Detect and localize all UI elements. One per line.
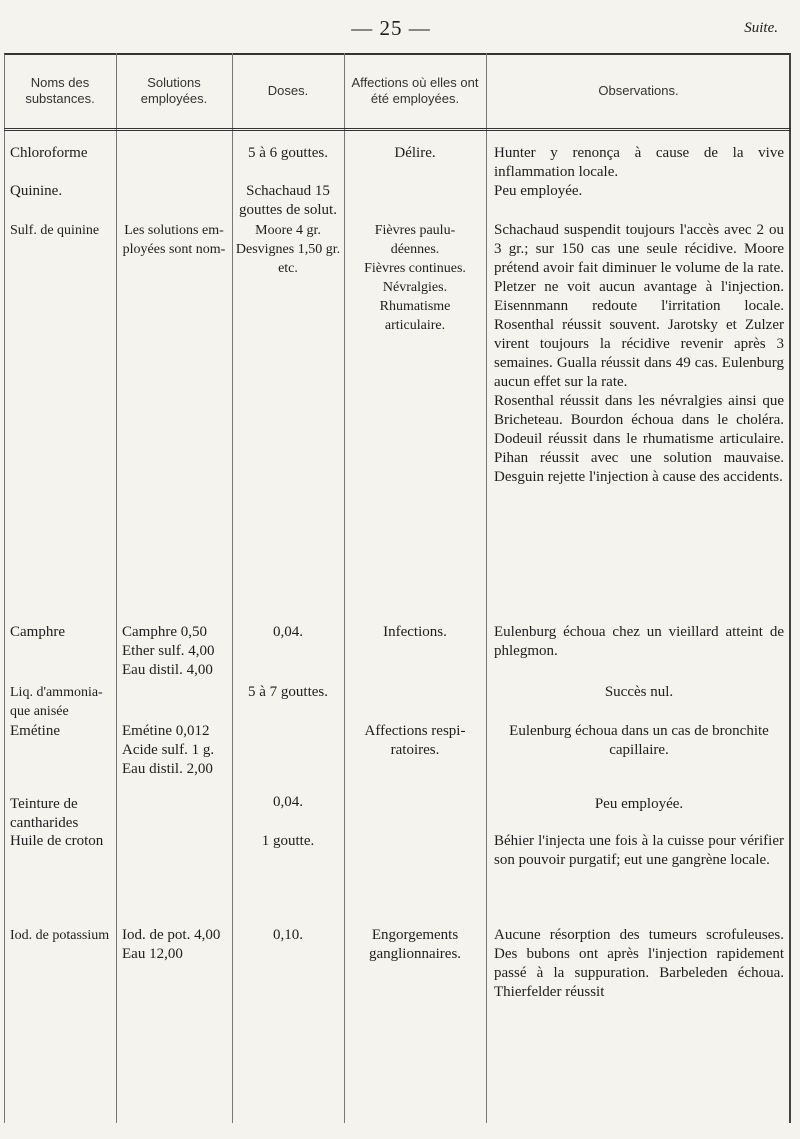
continuation-label: Suite. — [744, 20, 778, 36]
row1-observation: Hunter y renonça à cause de la vive inflammation locale. — [494, 145, 784, 180]
row3-solution: Les solutions em- ployées sont nom- — [122, 223, 226, 257]
row7-dose: 0,04. — [273, 794, 303, 810]
row7-substance: Teinture de cantharides — [10, 796, 79, 831]
row4-affection: Infections. — [383, 624, 447, 640]
row1-affection: Délire. — [394, 145, 436, 161]
row9-solution: Iod. de pot. 4,00 Eau 12,00 — [122, 927, 221, 962]
row4-substance: Camphre — [10, 624, 65, 640]
row3-substance: Sulf. de quinine — [10, 223, 100, 238]
row8-substance: Huile de croton — [10, 833, 104, 849]
row6-solution: Emétine 0,012 Acide sulf. 1 g. Eau distil. 2,00 — [122, 723, 215, 777]
row4-solution: Camphre 0,50 Ether sulf. 4,00 Eau distil. 4,00 — [122, 624, 215, 678]
row9-observation: Aucune résorption des tumeurs scrofuleuses. Des bubons ont après l'injection rapidement passé à la suppuration. Barbeleden échoua. Thierfelder réussit — [494, 927, 784, 1000]
header-solutions: Solutions employées. — [140, 74, 208, 106]
row5-substance: Liq. d'ammonia- que anisée — [10, 685, 103, 719]
row1-dose: 5 à 6 gouttes. — [248, 145, 328, 161]
header-rule — [4, 128, 791, 131]
row4-observation: Eulenburg échoua chez un vieillard atteint de phlegmon. — [494, 624, 784, 659]
row1-substance: Chloroforme — [10, 145, 88, 161]
row9-substance: Iod. de potassium — [10, 928, 110, 943]
column-rule-1 — [116, 53, 117, 1123]
row4-dose: 0,04. — [273, 624, 303, 640]
page-number: — 25 — — [351, 16, 431, 40]
row8-observation: Béhier l'injecta une fois à la cuisse pour vérifier son pouvoir purgatif; eut une gangrène locale. — [494, 833, 784, 868]
header-substances: Noms des substances. — [25, 74, 95, 106]
row5-dose: 5 à 7 gouttes. — [248, 684, 328, 700]
page-header — [0, 16, 800, 40]
row6-substance: Emétine — [10, 723, 60, 739]
row6-affection: Affections respi- ratoires. — [364, 723, 466, 758]
header-doses: Doses. — [267, 82, 309, 98]
column-rule-4 — [486, 53, 487, 1123]
row3-dose: Moore 4 gr. Desvignes 1,50 gr. etc. — [235, 223, 341, 276]
row5-observation: Succès nul. — [604, 684, 674, 700]
header-affections: Affections où elles ont été employées. — [351, 74, 479, 106]
row2-observation: Peu employée. — [494, 183, 583, 199]
row8-dose: 1 goutte. — [261, 833, 315, 849]
row7-observation: Peu employée. — [594, 796, 684, 812]
row2-dose: Schachaud 15 gouttes de solut. — [239, 183, 337, 218]
row2-substance: Quinine. — [10, 183, 63, 199]
row6-observation: Eulenburg échoua dans un cas de bronchite capillaire. — [509, 723, 769, 758]
row3-observation: Schachaud suspendit toujours l'accès avec 2 ou 3 gr.; sur 150 cas une seule récidive. Moore prétend avoir fait diminuer le volume de la rate. Pletzer ne voit aucun avantage à l'injection. Eisennmann redoute l'irritation locale. Rosenthal réussit souvent. Jarotsky et Zulzer virent toujours la récidive revenir après 3 semaines. Gualla réussit dans 49 cas. Eulenburg aucun effet sur la rate. Rosenthal réussit dans les névralgies ainsi que Bricheteau. Bourdon échoua dans le choléra. Dodeuil réussit dans le rhumatisme articulaire. Pihan réussit avec une solution mauvaise. Desguin rejette l'injection à cause des accidents. — [494, 222, 784, 485]
row9-dose: 0,10. — [273, 927, 303, 943]
row9-affection: Engorgements ganglionnaires. — [368, 927, 462, 962]
row3-affection: Fièvres paulu- déennes. Fièvres continues. Névralgies. Rhumatisme articulaire. — [364, 223, 466, 333]
header-observations: Observations. — [598, 82, 679, 98]
